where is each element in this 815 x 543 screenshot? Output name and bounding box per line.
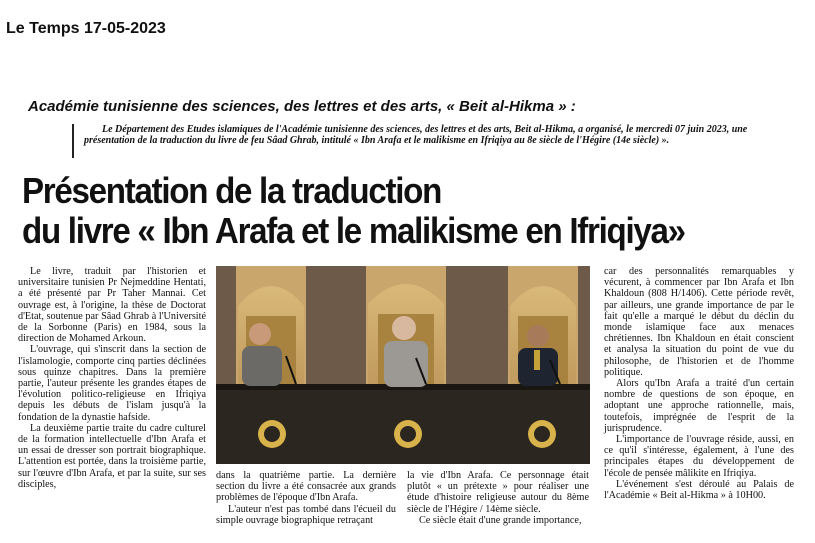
masthead-date: Le Temps 17-05-2023 (6, 20, 166, 37)
headline-line-2: du livre « Ibn Arafa et le malikisme en Ifriqiya» (22, 210, 685, 251)
paragraph: L'ouvrage, qui s'inscrit dans la section de l'islamologie, comporte cinq parties déclinées sous quinze chapitres. Dans la première partie, l'auteur présente les grandes étapes de l'évolution politico-religieuse en Ifriqiya depuis les débuts de l'islam jusqu'à la fondation de la dynastie hafside. (18, 344, 206, 423)
event-photo-illustration (216, 266, 590, 464)
paragraph: dans la quatrième partie. La dernière section du livre a été consacrée aux grands problèmes de l'époque d'Ibn Arafa. (216, 470, 396, 504)
chapo-text: Le Département des Etudes islamiques de l'Académie tunisienne des sciences, des lettres et des arts, Beit al-Hikma, a organisé, le mercredi 07 juin 2023, une présentation de la traduction du livre de feu Sâad Ghrab, intitulé « Ibn Arafa et le malikisme en Ifriqiya au 8e siècle de l'Hégire (14e siècle) ». (84, 124, 748, 146)
paragraph: Alors qu'Ibn Arafa a traité d'un certain nombre de questions de son époque, en adoptant une approche rationnelle, mais, toutefois, imprégnée de l'esprit de la jurisprudence. (604, 378, 794, 434)
event-photo (216, 266, 590, 464)
paragraph: Le livre, traduit par l'historien et universitaire tunisien Pr Nejmeddine Hentati, a été présenté par Pr Taher Mannai. Cet ouvrage est, à l'origine, la thèse de Doctorat d'Etat, soutenue par Sâad Ghrab à l'Université de la Sorbonne (Paris) en 1984, sous la direction de Mohamed Arkoun. (18, 266, 206, 345)
paragraph: la vie d'Ibn Arafa. Ce personnage était plutôt « un prétexte » pour réaliser une étude d'histoire religieuse autour du 8ème siècle de l'Hégire / 14ème siècle. (407, 470, 589, 515)
chapo-rule (72, 124, 74, 158)
paragraph: car des personnalités remarquables y vécurent, à commencer par Ibn Arafa et Ibn Khaldoun (808 H/1406). Cette période revêt, par ailleurs, une grande importance de par le fait qu'elle a marqué le début du déclin du monde islamique face aux menaces chrétiennes. Ibn Khaldoun en était conscient et analysa la situation du point de vue du philosophe, de l'historien et de l'homme politique. (604, 266, 794, 378)
headline-line-1: Présentation de la traduction (22, 170, 442, 211)
kicker-title: Académie tunisienne des sciences, des lettres et des arts, « Beit al-Hikma » : (28, 98, 576, 115)
column-4 (604, 266, 794, 501)
paragraph: La deuxième partie traite du cadre culturel de la formation intellectuelle d'Ibn Arafa et un essai de dresser son portrait biographique. L'attention est portée, dans la troisième partie, sur l'œuvre d'Ibn Arafa, et par la suite, sur ses disciples, (18, 422, 206, 490)
paragraph: L'événement s'est déroulé au Palais de l'Académie « Beit al-Hikma » à 10H00. (604, 478, 794, 502)
column-1 (18, 266, 206, 490)
paragraph: Ce siècle était d'une grande importance, (419, 514, 582, 526)
column-2 (216, 470, 396, 526)
column-3 (407, 470, 589, 526)
paragraph: L'importance de l'ouvrage réside, aussi, en ce qu'il s'intéresse, également, à l'une des principales étapes du développement de l'école de pensée mâlikite en Ifriqiya. (604, 434, 794, 479)
paragraph: L'auteur n'est pas tombé dans l'écueil du simple ouvrage biographique retraçant (216, 503, 396, 526)
